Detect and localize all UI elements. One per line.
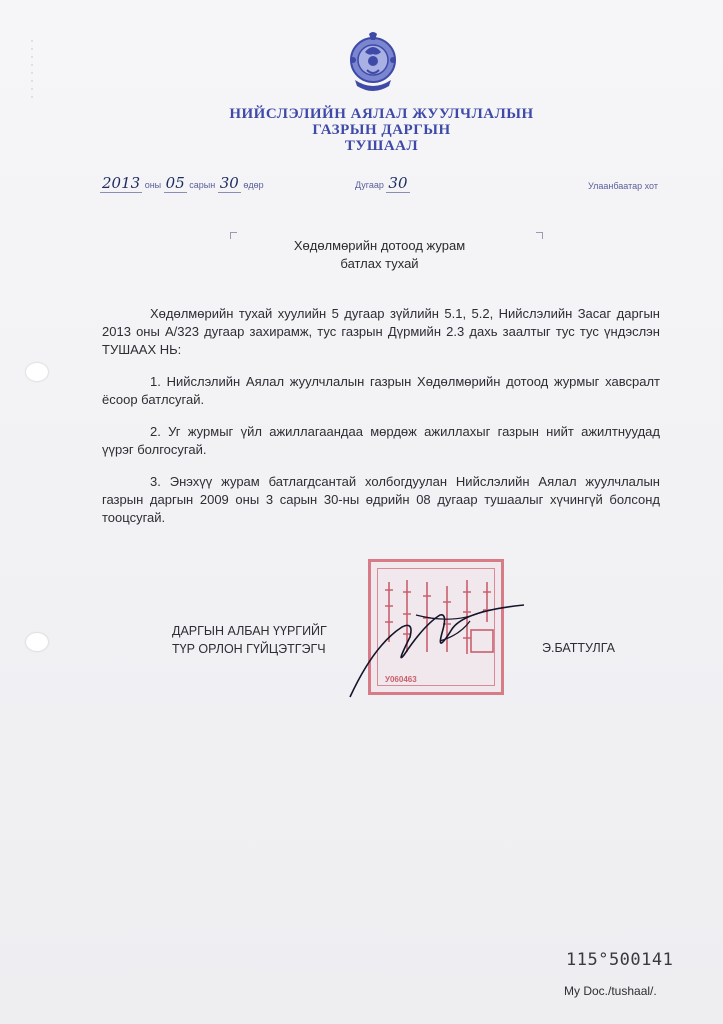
stamp-number: У060463 bbox=[385, 675, 417, 684]
order-item-2 bbox=[102, 423, 660, 459]
handwritten-signature bbox=[344, 585, 524, 710]
date-year: 2013 bbox=[102, 174, 141, 192]
order-item-2-text: 2. Уг журмыг үйл ажиллагаандаа мөрдөж ажиллахыг газрын нийт ажилтнуудад үүрэг болгосугай. bbox=[102, 424, 660, 457]
date-day: 30 bbox=[219, 174, 239, 192]
date-field bbox=[100, 174, 264, 192]
order-number: 30 bbox=[388, 174, 408, 192]
date-day-label: өдөр bbox=[243, 180, 264, 190]
preamble-paragraph bbox=[102, 305, 660, 359]
org-name-line-1: НИЙСЛЭЛИЙН АЯЛАЛ ЖУУЛЧЛАЛЫН bbox=[229, 106, 534, 122]
document-path: My Doc./tushaal/. bbox=[564, 984, 657, 998]
bleed-through-shadow bbox=[480, 880, 650, 928]
order-item-1 bbox=[102, 373, 660, 409]
date-month: 05 bbox=[165, 174, 185, 192]
signatory-title-line-2: ТҮР ОРЛОН ГҮЙЦЭТГЭГЧ bbox=[172, 642, 326, 656]
subject-line-2: батлах тухай bbox=[340, 256, 419, 271]
punch-hole bbox=[26, 363, 48, 381]
date-year-label: оны bbox=[144, 180, 162, 190]
city-label: Улаанбаатар хот bbox=[588, 181, 658, 191]
signatory-name: Э.БАТТУЛГА bbox=[542, 641, 616, 655]
subject-line-1: Хөдөлмөрийн дотоод журам bbox=[293, 238, 466, 253]
preamble-text: Хөдөлмөрийн тухай хуулийн 5 дугаар зүйлийн 5.1, 5.2, Нийслэлийн Засаг даргын 2013 оны А/323 дугаар захирамж, тус газрын Дүрмийн 2.3 дахь заалтыг тус тус үндэслэн ТУШААХ НЬ: bbox=[102, 306, 660, 357]
punch-hole bbox=[26, 633, 48, 651]
state-emblem-icon bbox=[347, 30, 399, 100]
signatory-title bbox=[172, 622, 327, 658]
date-month-label: сарын bbox=[189, 180, 216, 190]
document-number: 115°500141 bbox=[566, 950, 674, 970]
scan-mark bbox=[28, 40, 36, 100]
signatory-title-line-1: ДАРГЫН АЛБАН ҮҮРГИЙГ bbox=[172, 624, 327, 638]
order-item-3 bbox=[102, 473, 660, 527]
document-type-title: ТУШААЛ bbox=[344, 138, 419, 154]
order-item-1-text: 1. Нийслэлийн Аялал жуулчлалын газрын Хөдөлмөрийн дотоод журмыг хавсралт ёсоор батлсугай. bbox=[102, 374, 660, 407]
order-item-3-text: 3. Энэхүү журам батлагдсантай холбогдуулан Нийслэлийн Аялал жуулчлалын газрын даргын 2009 оны 3 сарын 30-ны өдрийн 08 дугаар тушаалыг хүчингүй болсонд тооцсугай. bbox=[102, 474, 660, 525]
order-number-label: Дугаар bbox=[355, 180, 384, 190]
org-name-line-2: ГАЗРЫН ДАРГЫН bbox=[312, 122, 451, 138]
order-number-field bbox=[355, 174, 410, 192]
